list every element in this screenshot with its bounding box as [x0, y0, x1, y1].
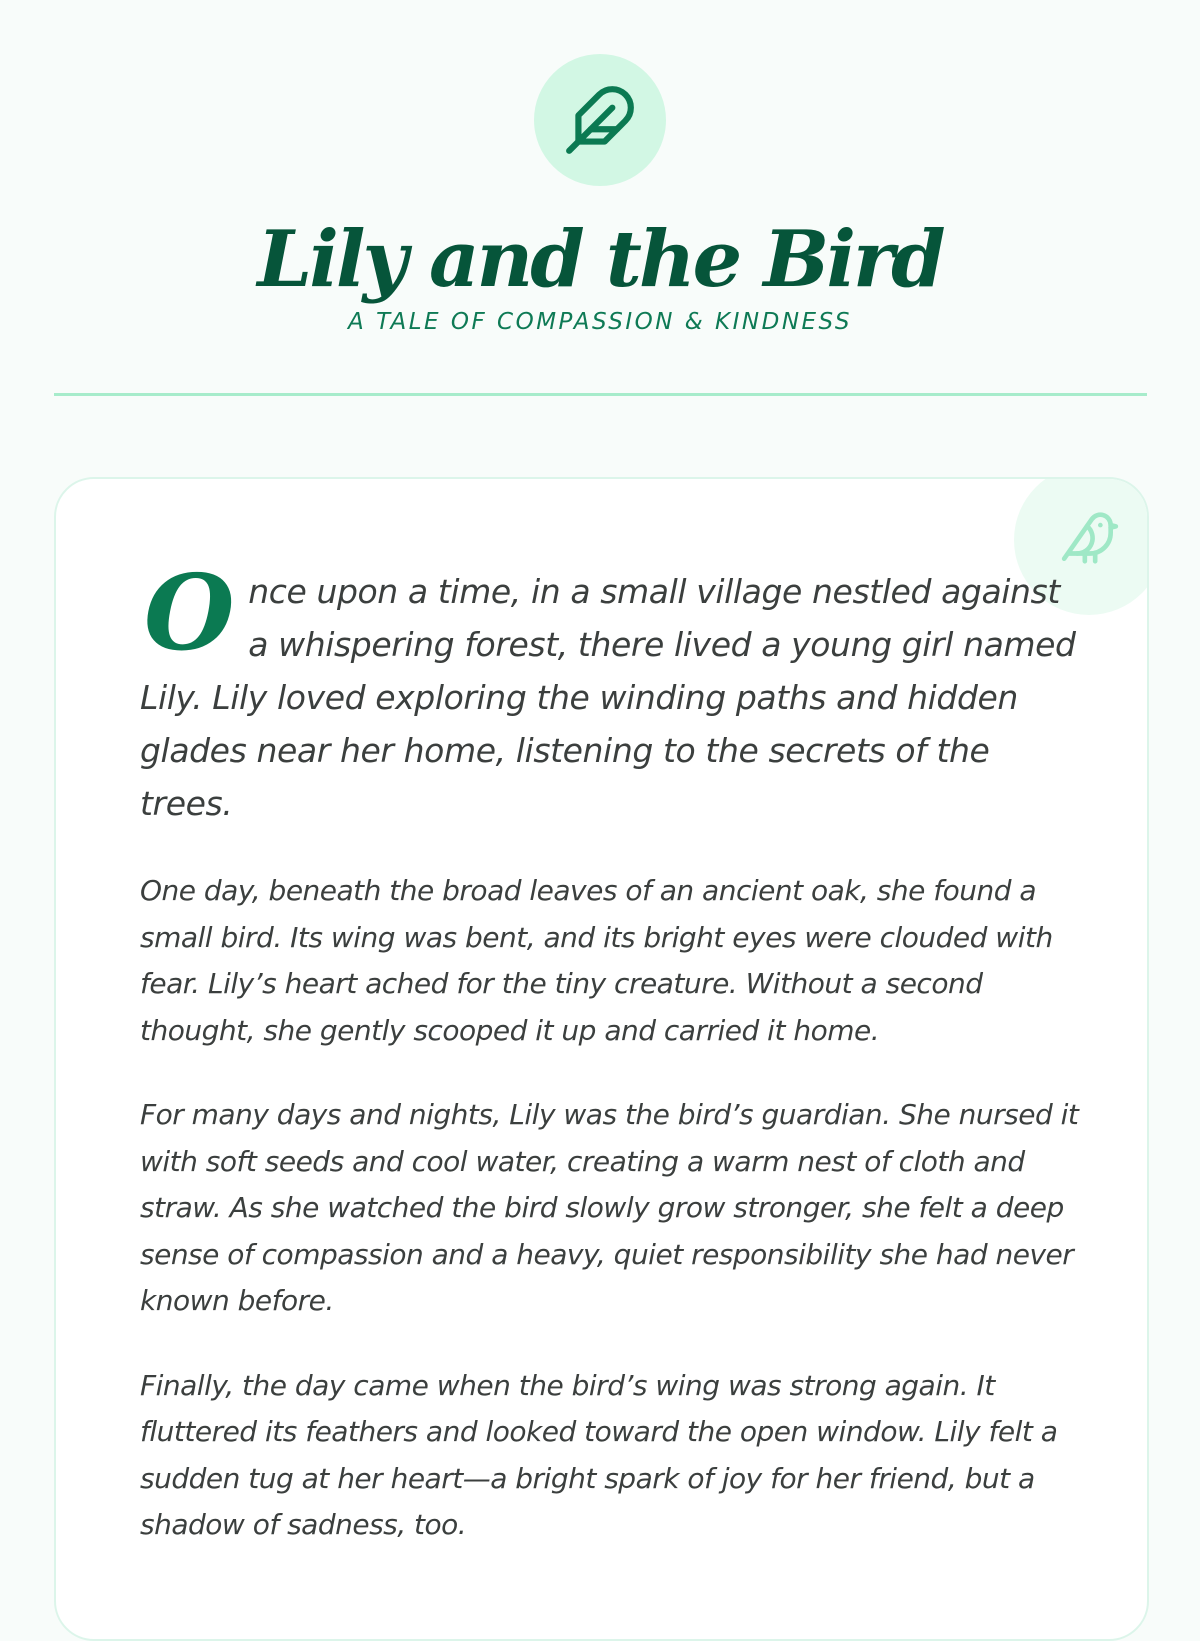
logo-badge — [534, 54, 666, 186]
story-card — [54, 477, 1149, 1641]
header-divider — [54, 393, 1147, 396]
story-paragraph: Finally, the day came when the bird’s wing was strong again. It fluttered its feathers and looked toward the open window. Lily felt a sudden tug at her heart—a bright spark of joy for her friend, but a shadow of sadness, too. — [140, 1368, 1058, 1541]
story-paragraph: One day, beneath the broad leaves of an ancient oak, she found a small bird. Its wing was bent, and its bright eyes were clouded with fear. Lily’s heart ached for the tiny creature. Without a second thought, she gently scooped it up and carried it home. — [140, 874, 1053, 1047]
lead-text: nce upon a time, in a small village nestled against a whispering forest, there lived a young girl named Lily. Lily loved exploring the winding paths and hidden glades near her home, listening to the secrets of the trees. — [140, 572, 1076, 823]
lead-paragraph — [140, 551, 1080, 830]
page-subtitle: A TALE OF COMPASSION & KINDNESS — [348, 309, 852, 335]
page-title: Lily and the Bird — [257, 214, 943, 305]
feather-icon — [563, 83, 637, 157]
story-paragraph: For many days and nights, Lily was the bird’s guardian. She nursed it with soft seeds and cool water, creating a warm nest of cloth and straw. As she watched the bird slowly grow stronger, she felt a deep sense of compassion and a heavy, quiet responsibility she had never known before. — [140, 1098, 1079, 1317]
drop-cap: O — [144, 551, 235, 674]
bird-icon — [1059, 507, 1121, 569]
story-text — [140, 551, 1080, 1587]
